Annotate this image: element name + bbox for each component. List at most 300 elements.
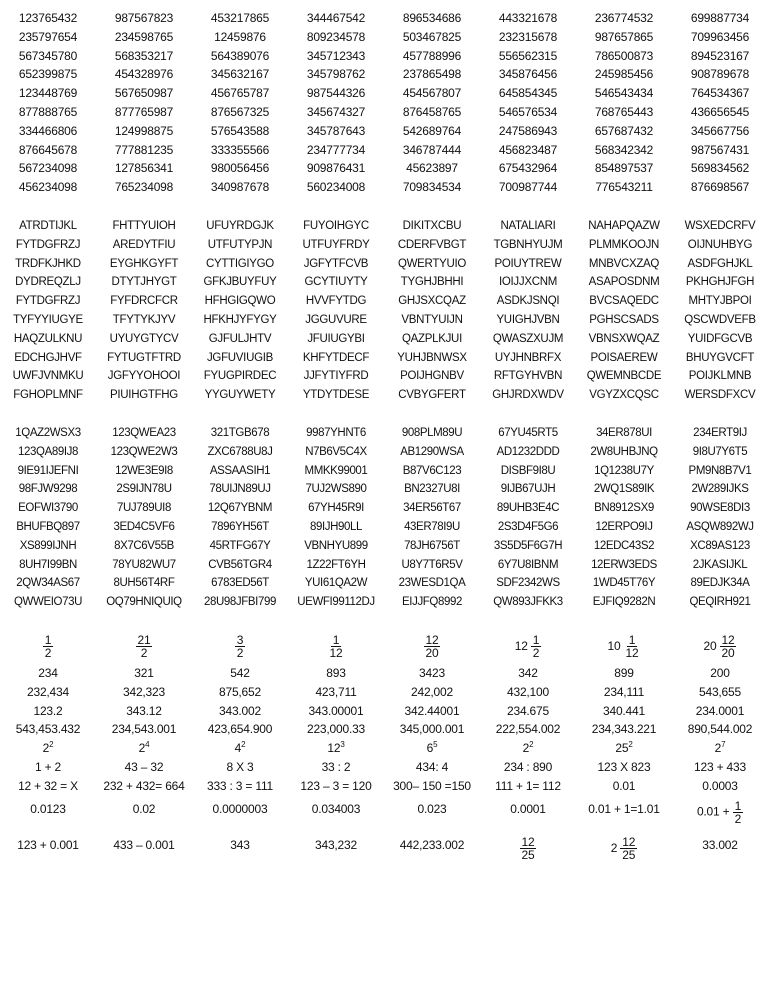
equations-cell: 12 + 32 = X <box>18 778 78 793</box>
final-mixed-cell <box>576 835 672 863</box>
mixed-cell: QWWEIO73U <box>14 596 82 609</box>
numbers-cell: 876458765 <box>402 104 462 119</box>
mixed-cell: 89EDJK34A <box>690 577 750 590</box>
letters-cell: DIKITXCBU <box>402 220 462 232</box>
letters-cell: PGHSCSADS <box>589 313 659 326</box>
numbers-cell: 503467825 <box>402 29 462 44</box>
mixed-cell: 7896YH56T <box>211 520 269 533</box>
denominator: 12 <box>329 645 343 660</box>
operations-cell: 434: 4 <box>415 759 449 774</box>
numbers-cell: 908789678 <box>690 67 750 82</box>
fraction <box>620 836 637 861</box>
letters-row <box>0 386 768 405</box>
mixed-row <box>0 574 768 593</box>
letters-cell: HFHGIGQWO <box>204 295 276 308</box>
numbers-cell: 456823487 <box>498 142 558 157</box>
numbers-cell: 854897537 <box>594 161 654 176</box>
decimals-cell: 342.44001 <box>404 703 460 718</box>
thousands-cell: 423,711 <box>315 684 357 699</box>
mixed-row <box>0 537 768 556</box>
mixed-cell: 1WD45T76Y <box>592 577 656 590</box>
letters-cell: TYGHJBHHI <box>400 276 464 289</box>
numbers-cell: 344467542 <box>306 11 366 25</box>
denominator: 25 <box>622 848 636 863</box>
letters-cell: CDERFVBGT <box>397 238 467 251</box>
letters-cell: VGYZXCQSC <box>589 389 659 402</box>
numbers-cell: 809234578 <box>306 29 366 44</box>
mixed-cell: QW893JFKK3 <box>493 596 563 609</box>
power-exponent: 2 <box>49 740 54 750</box>
letters-cell: EYGHKGYFT <box>109 257 179 270</box>
numbers-cell: 334466806 <box>18 123 78 138</box>
letters-cell: FYFDRCFCR <box>110 295 178 308</box>
numbers-row <box>0 178 768 197</box>
decimals-cell: 343.002 <box>219 703 261 718</box>
numbers-cell: 576543588 <box>210 123 270 138</box>
numbers-row <box>0 65 768 84</box>
numerator: 12 <box>721 632 735 647</box>
thousands-cell: 232,434 <box>27 684 69 699</box>
large-cell: 890,544.002 <box>687 722 753 737</box>
letters-cell: CVBYGFERT <box>398 389 466 402</box>
letters-cell: NAHAPQAZW <box>588 220 660 232</box>
mixed-cell: ASSAASIH1 <box>209 464 271 477</box>
letters-cell: QWASZXUJM <box>492 332 564 345</box>
power-cell <box>480 739 576 758</box>
letters-cell: UTFUYFRDY <box>302 238 370 251</box>
fraction <box>624 634 641 659</box>
large-cell: 423,654.900 <box>207 722 273 737</box>
letters-cell: YUHJBNWSX <box>397 351 467 364</box>
fraction-cell <box>672 628 768 664</box>
alphanumeric-grid <box>0 424 768 612</box>
letters-cell: YUIGHJVBN <box>496 313 560 326</box>
fraction-cell <box>480 628 576 664</box>
power-base: 2 <box>714 741 722 756</box>
fraction-cell <box>96 628 192 664</box>
numbers-cell: 987544326 <box>306 86 366 101</box>
power-exponent: 7 <box>721 740 726 750</box>
integers-cell: 321 <box>134 666 154 680</box>
large-cell: 345,000.001 <box>399 722 465 737</box>
letters-cell: VBNTYUIJN <box>401 313 463 326</box>
power-exponent: 4 <box>145 740 150 750</box>
numbers-cell: 45623897 <box>406 161 458 176</box>
numbers-cell: 909876431 <box>306 161 366 176</box>
numbers-cell: 123765432 <box>18 11 78 25</box>
letters-cell: FGHOPLMNF <box>13 389 83 402</box>
numbers-cell: 247586943 <box>498 123 558 138</box>
letters-cell: PLMMKOOJN <box>588 238 660 251</box>
numerator: 12 <box>622 835 636 850</box>
thousands-cell: 432,100 <box>507 684 549 699</box>
large-cell: 234,543.001 <box>111 722 177 737</box>
integers-cell: 893 <box>326 666 346 680</box>
numbers-cell: 894523167 <box>690 48 750 63</box>
numbers-cell: 346787444 <box>402 142 462 157</box>
fraction <box>720 634 737 659</box>
denominator: 25 <box>521 848 535 863</box>
expression-prefix: 0.01 + <box>696 804 733 819</box>
large-cell: 223,000.33 <box>306 722 366 737</box>
numbers-cell: 987657865 <box>594 29 654 44</box>
letters-cell: TYFYYIUGYE <box>13 313 83 326</box>
power-base: 2 <box>42 741 50 756</box>
equations-cell: 0.01 <box>612 778 636 793</box>
numbers-cell: 345798762 <box>306 67 366 82</box>
small-decimal-fraction-cell <box>672 799 768 827</box>
letters-cell: HFKHJYFYGY <box>203 313 277 326</box>
whole-number: 20 <box>703 638 717 653</box>
numbers-cell: 980056456 <box>210 161 270 176</box>
final-cell: 343,232 <box>315 838 357 853</box>
numbers-cell: 709963456 <box>690 29 750 44</box>
numerator: 1 <box>734 799 742 814</box>
letters-cell: DTYTJHYGT <box>111 276 177 289</box>
integers-row <box>0 664 768 683</box>
numbers-row <box>0 141 768 160</box>
letters-cell: GCYTIUYTY <box>304 276 368 289</box>
numerator: 1 <box>44 632 52 647</box>
mixed-cell: 9IE91IJEFNI <box>17 464 79 477</box>
decimals-cell: 343.00001 <box>308 703 364 718</box>
numbers-cell: 876698567 <box>690 180 750 195</box>
letters-row <box>0 311 768 330</box>
number-grid <box>0 9 768 197</box>
numbers-cell: 876645678 <box>18 142 78 157</box>
mixed-cell: 234ERT9IJ <box>693 427 747 439</box>
denominator: 20 <box>721 645 735 660</box>
numbers-row <box>0 9 768 28</box>
numbers-cell: 645854345 <box>498 86 558 101</box>
equations-cell: 232 + 432= 664 <box>103 778 185 793</box>
mixed-cell: 2QW34AS67 <box>16 577 80 590</box>
mixed-cell: 6783ED56T <box>211 577 269 590</box>
mixed-cell: 2W8UHBJNQ <box>590 445 658 458</box>
operations-cell: 1 + 2 <box>34 759 62 774</box>
numbers-cell: 345876456 <box>498 67 558 82</box>
mixed-cell: 123QWE2W3 <box>110 445 178 458</box>
numbers-cell: 567345780 <box>18 48 78 63</box>
letters-cell: EDCHGJHVF <box>14 351 82 364</box>
letters-cell: TFYTYKJYV <box>112 313 176 326</box>
thousands-cell: 875,652 <box>219 684 261 699</box>
mixed-row <box>0 499 768 518</box>
letters-cell: AREDYTFIU <box>112 238 176 251</box>
operations-cell: 123 X 823 <box>597 759 651 774</box>
small-decimal-cell: 0.0001 <box>510 802 546 817</box>
numbers-cell: 876567325 <box>210 104 270 119</box>
numbers-cell: 345667756 <box>690 123 750 138</box>
mixed-cell: 28U98JFBI799 <box>204 596 276 609</box>
letters-cell: POISAEREW <box>590 351 658 364</box>
numbers-cell: 877765987 <box>114 104 174 119</box>
thousands-cell: 543,655 <box>699 684 741 699</box>
numbers-cell: 764534367 <box>690 86 750 101</box>
small-decimal-cell: 0.034003 <box>311 802 361 817</box>
letters-cell: BVCSAQEDC <box>589 295 659 308</box>
letters-cell: YTDYTDESE <box>302 389 370 402</box>
mixed-cell: 78JH6756T <box>404 539 460 552</box>
mixed-cell: 2S9IJN78U <box>116 483 172 496</box>
letters-cell: POIJKLMNB <box>688 370 752 383</box>
mixed-cell: SDF2342WS <box>496 577 560 590</box>
decimals-cell: 234.675 <box>507 703 549 718</box>
mixed-cell: 34ER56T67 <box>403 502 461 515</box>
mixed-row <box>0 424 768 443</box>
mixed-cell: 12WE3E9I8 <box>115 464 173 477</box>
integers-cell: 3423 <box>419 666 445 680</box>
numbers-cell: 652399875 <box>18 67 78 82</box>
letters-cell: JGFYYOHOOI <box>107 370 181 383</box>
numbers-cell: 709834534 <box>402 180 462 195</box>
mixed-cell: 23WESD1QA <box>398 577 466 590</box>
mixed-cell: 1QAZ2WSX3 <box>15 427 81 439</box>
numbers-cell: 235797654 <box>18 29 78 44</box>
power-base: 4 <box>234 741 242 756</box>
decimals-cell: 343.12 <box>126 703 162 718</box>
letters-cell: JGGUVURE <box>305 313 367 326</box>
final-fraction-cell <box>480 835 576 863</box>
letters-cell: JGFUVIUGIB <box>206 351 273 364</box>
small-decimal-cell: 0.01 + 1=1.01 <box>588 802 660 817</box>
numbers-row <box>0 47 768 66</box>
letters-cell: JFUIUGYBI <box>307 332 365 345</box>
equations-cell: 300– 150 =150 <box>393 778 471 793</box>
equations-cell: 111 + 1= 112 <box>495 778 561 793</box>
mixed-cell: OQ79HNIQUIQ <box>106 596 182 609</box>
numbers-cell: 345787643 <box>306 123 366 138</box>
numbers-cell: 987567823 <box>114 11 174 25</box>
power-cell <box>192 739 288 758</box>
numbers-cell: 454567807 <box>402 86 462 101</box>
mixed-cell: 98FJW9298 <box>18 483 78 496</box>
mixed-cell: 2S3D4F5G6 <box>497 520 559 533</box>
mixed-cell: 78YU82WU7 <box>112 558 176 571</box>
letters-cell: VBNSXWQAZ <box>588 332 660 345</box>
letters-cell: UWFJVNMKU <box>12 370 84 383</box>
mixed-cell: PM9N8B7V1 <box>688 464 752 477</box>
power-cell <box>576 739 672 758</box>
mixed-cell: B87V6C123 <box>402 464 462 477</box>
large-cell: 234,343.221 <box>591 722 657 737</box>
numbers-cell: 245985456 <box>594 67 654 82</box>
numbers-row <box>0 103 768 122</box>
letters-row <box>0 292 768 311</box>
denominator: 2 <box>734 812 742 827</box>
equations-cell: 123 – 3 = 120 <box>300 778 372 793</box>
numbers-cell: 234598765 <box>114 29 174 44</box>
operations-cell: 33 : 2 <box>321 759 351 774</box>
numbers-cell: 443321678 <box>498 11 558 25</box>
numbers-cell: 232315678 <box>498 29 558 44</box>
mixed-cell: QEQIRH921 <box>689 596 751 609</box>
mixed-cell: 67YU45RT5 <box>498 427 558 439</box>
mixed-cell: BN8912SX9 <box>594 502 654 515</box>
denominator: 12 <box>625 645 639 660</box>
letters-cell: WSXEDCRFV <box>684 220 756 232</box>
numbers-cell: 556562315 <box>498 48 558 63</box>
letters-cell: WERSDFXCV <box>684 389 756 402</box>
mixed-cell: 6Y7U8IBNM <box>497 558 559 571</box>
power-base: 25 <box>615 741 629 756</box>
numbers-cell: 456765787 <box>210 86 270 101</box>
equations-cell: 333 : 3 = 111 <box>206 778 273 793</box>
numbers-cell: 546543434 <box>594 86 654 101</box>
numbers-cell: 12459876 <box>214 29 266 44</box>
letters-cell: JGFYTFCVB <box>303 257 369 270</box>
mixed-cell: 1Z22FT6YH <box>306 558 366 571</box>
numerator: 3 <box>236 632 244 647</box>
mixed-cell: 89IJH90LL <box>309 520 363 533</box>
letters-cell: POIUYTREW <box>494 257 562 270</box>
numbers-cell: 699887734 <box>690 11 750 25</box>
power-base: 2 <box>522 741 530 756</box>
power-cell <box>96 739 192 758</box>
mixed-cell: ZXC6788U8J <box>207 445 273 458</box>
power-cell <box>0 739 96 758</box>
denominator: 20 <box>425 645 439 660</box>
denominator: 2 <box>532 645 540 660</box>
letters-cell: FYTDGFRZJ <box>15 295 81 308</box>
mixed-cell: VBNHYU899 <box>304 539 368 552</box>
thousands-cell: 234,111 <box>603 684 645 699</box>
thousands-cell: 242,002 <box>411 684 453 699</box>
numbers-cell: 567650987 <box>114 86 174 101</box>
mixed-cell: 2W289IJKS <box>691 483 749 496</box>
mixed-cell: YUI61QA2W <box>304 577 368 590</box>
powers-row <box>0 739 768 758</box>
mixed-cell: AD1232DDD <box>496 445 560 458</box>
letters-cell: UYUYGTYCV <box>109 332 179 345</box>
integers-cell: 234 <box>38 666 58 680</box>
letters-cell: DYDREQZLJ <box>15 276 81 289</box>
mixed-row <box>0 593 768 612</box>
denominator: 2 <box>140 645 148 660</box>
numbers-cell: 236774532 <box>594 11 654 25</box>
letters-cell: BHUYGVCFT <box>685 351 755 364</box>
power-cell <box>288 739 384 758</box>
numbers-cell: 675432964 <box>498 161 558 176</box>
letters-cell: YUIDFGCVB <box>687 332 753 345</box>
math-section <box>0 628 768 868</box>
mixed-cell: MMKK99001 <box>304 464 368 477</box>
denominator: 2 <box>44 645 52 660</box>
fraction <box>531 634 541 659</box>
operations-cell: 43 – 32 <box>124 759 164 774</box>
fraction-cell <box>576 628 672 664</box>
whole-number: 10 <box>607 638 621 653</box>
power-exponent: 2 <box>529 740 534 750</box>
numbers-cell: 765234098 <box>114 180 174 195</box>
mixed-row <box>0 480 768 499</box>
numbers-cell: 569834562 <box>690 161 750 176</box>
numerator: 1 <box>332 632 340 647</box>
equations-row <box>0 777 768 796</box>
final-cell: 343 <box>230 838 250 853</box>
fractions-row <box>0 628 768 664</box>
letters-cell: HAQZULKNU <box>13 332 83 345</box>
letters-row <box>0 273 768 292</box>
mixed-row <box>0 443 768 462</box>
mixed-cell: 9I8U7Y6T5 <box>692 445 748 458</box>
mixed-cell: N7B6V5C4X <box>305 445 367 458</box>
mixed-cell: 12ERPO9IJ <box>595 520 653 533</box>
numerator: 21 <box>137 632 151 647</box>
letters-cell: UYJHNBRFX <box>494 351 562 364</box>
numbers-cell: 457788996 <box>402 48 462 63</box>
numerator: 1 <box>628 632 636 647</box>
numbers-row <box>0 122 768 141</box>
mixed-cell: 8UH7I99BN <box>19 558 77 571</box>
numbers-cell: 340987678 <box>210 180 270 195</box>
letters-cell: PKHGHJFGH <box>685 276 755 289</box>
mixed-cell: U8Y7T6R5V <box>401 558 463 571</box>
letters-cell: RFTGYHVBN <box>493 370 563 383</box>
whole-number: 12 <box>514 638 528 653</box>
letters-row <box>0 330 768 349</box>
letters-cell: FHTTYUIOH <box>112 220 176 232</box>
integers-cell: 899 <box>614 666 634 680</box>
numbers-cell: 454328976 <box>114 67 174 82</box>
numbers-cell: 124998875 <box>114 123 174 138</box>
numbers-cell: 776543211 <box>595 180 653 195</box>
numbers-cell: 987567431 <box>690 142 750 157</box>
mixed-cell: 3ED4C5VF6 <box>113 520 175 533</box>
decimals-row <box>0 702 768 721</box>
letters-cell: QSCWDVEFB <box>684 313 756 326</box>
letters-cell: FYTUGTFTRD <box>107 351 181 364</box>
letters-cell: CYTTIGIYGO <box>206 257 274 270</box>
mixed-cell: XC89AS123 <box>690 539 750 552</box>
whole-number: 2 <box>610 841 618 856</box>
numbers-cell: 777881235 <box>114 142 174 157</box>
mixed-cell: BN2327U8I <box>404 483 460 496</box>
thousands-cell: 342,323 <box>123 684 165 699</box>
power-exponent: 2 <box>241 740 246 750</box>
letters-cell: GHJSXCQAZ <box>398 295 466 308</box>
letters-cell: PIUIHGTFHG <box>110 389 178 402</box>
mixed-cell: 9IJB67UJH <box>500 483 556 496</box>
large-cell: 543,453.432 <box>15 722 81 737</box>
integers-cell: 200 <box>710 666 730 680</box>
small-decimal-cell: 0.023 <box>417 802 447 817</box>
mixed-cell: 43ER78I9U <box>404 520 460 533</box>
letter-grid <box>0 217 768 405</box>
mixed-cell: ASQW892WJ <box>686 520 754 533</box>
mixed-cell: 67YH45R9I <box>308 502 364 515</box>
integers-cell: 342 <box>518 666 538 680</box>
mixed-row <box>0 556 768 575</box>
letters-cell: YYGUYWETY <box>204 389 276 402</box>
numbers-row <box>0 159 768 178</box>
mixed-cell: 8X7C6V55B <box>114 539 174 552</box>
letters-cell: TRDFKJHKD <box>15 257 81 270</box>
numbers-cell: 786500873 <box>594 48 654 63</box>
numbers-cell: 567234098 <box>18 161 78 176</box>
letters-cell: OIJNUHBYG <box>687 238 753 251</box>
mixed-cell: BHUFBQ897 <box>16 520 80 533</box>
numbers-cell: 333355566 <box>210 142 270 157</box>
mixed-cell: 321TGB678 <box>210 427 270 439</box>
power-cell <box>384 739 480 758</box>
numerator: 12 <box>425 632 439 647</box>
fraction-cell <box>384 628 480 664</box>
letters-row <box>0 236 768 255</box>
letters-cell: FYUGPIRDEC <box>203 370 277 383</box>
operations-cell: 8 X 3 <box>226 759 254 774</box>
operations-cell: 123 + 433 <box>694 759 746 774</box>
